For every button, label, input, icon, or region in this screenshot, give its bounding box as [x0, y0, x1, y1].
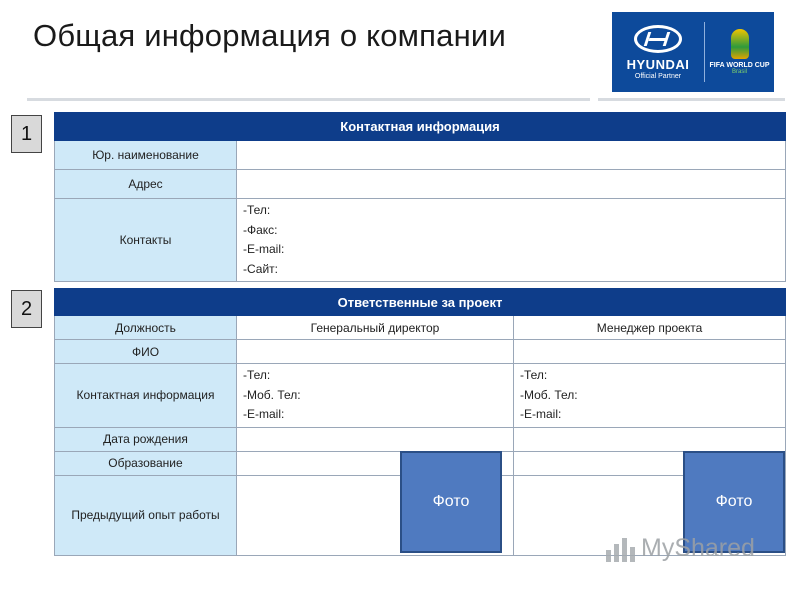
world-cup-icon — [731, 29, 749, 59]
fio-label: ФИО — [55, 340, 237, 364]
address-field[interactable] — [237, 170, 786, 199]
contact-info-label: Контактная информация — [55, 364, 237, 428]
ceo-birth-date-field[interactable] — [237, 427, 514, 451]
bar-chart-icon — [606, 536, 636, 562]
pm-phone-line: -Тел: — [520, 368, 548, 382]
title-rule-right — [598, 98, 785, 101]
ceo-phone-line: -Тел: — [243, 368, 271, 382]
ceo-photo-placeholder[interactable]: Фото — [400, 451, 502, 553]
responsible-header: Ответственные за проект — [55, 289, 786, 316]
pm-mobile-line: -Моб. Тел: — [520, 387, 578, 402]
hyundai-emblem-icon — [634, 25, 682, 53]
section-number-1: 1 — [11, 115, 42, 153]
pm-fio-field[interactable] — [514, 340, 786, 364]
legal-name-label: Юр. наименование — [55, 141, 237, 170]
contacts-field[interactable] — [237, 199, 786, 282]
address-label: Адрес — [55, 170, 237, 199]
watermark-text: MyShared — [641, 534, 755, 562]
logo-event: FIFA WORLD CUP — [709, 62, 770, 69]
column-ceo: Генеральный директор — [237, 316, 514, 340]
sponsor-logo — [612, 12, 774, 92]
education-label: Образование — [55, 451, 237, 475]
pm-birth-date-field[interactable] — [514, 427, 786, 451]
contact-info-header: Контактная информация — [55, 113, 786, 141]
ceo-fio-field[interactable] — [237, 340, 514, 364]
experience-label: Предыдущий опыт работы — [55, 475, 237, 555]
contact-info-table — [54, 112, 786, 282]
legal-name-field[interactable] — [237, 141, 786, 170]
page-title: Общая информация о компании — [33, 18, 506, 53]
fifa-logo — [705, 29, 774, 75]
contact-site-line: -Сайт: — [243, 261, 279, 276]
ceo-email-line: -E-mail: — [243, 407, 285, 421]
contact-phone-line: -Тел: — [243, 203, 271, 217]
pm-contact-field[interactable] — [514, 364, 786, 428]
birth-date-label: Дата рождения — [55, 427, 237, 451]
contacts-label: Контакты — [55, 199, 237, 282]
logo-event-sub: Brasil — [731, 69, 747, 75]
pm-email-line: -E-mail: — [520, 407, 562, 421]
column-project-manager: Менеджер проекта — [514, 316, 786, 340]
position-label: Должность — [55, 316, 237, 340]
watermark — [606, 534, 755, 563]
ceo-contact-field[interactable] — [237, 364, 514, 428]
ceo-mobile-line: -Моб. Тел: — [243, 387, 301, 402]
contact-fax-line: -Факс: — [243, 222, 278, 237]
logo-brand-sub: Official Partner — [634, 72, 682, 80]
logo-brand-name: HYUNDAI — [626, 56, 690, 72]
hyundai-logo — [612, 25, 704, 80]
contact-email-line: -E-mail: — [243, 242, 285, 256]
pm-photo-placeholder[interactable]: Фото — [683, 451, 785, 553]
section-number-2: 2 — [11, 290, 42, 328]
title-rule — [27, 98, 590, 101]
